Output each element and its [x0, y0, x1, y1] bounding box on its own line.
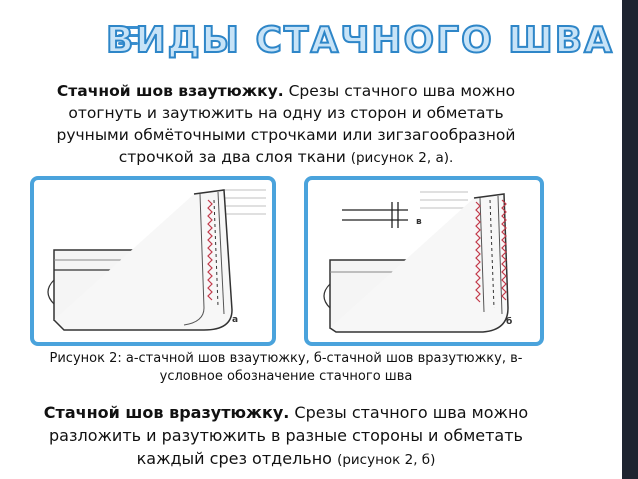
paragraph-2-lead: Стачной шов вразутюжку.: [43, 403, 290, 422]
seam-symbol: [342, 202, 408, 228]
figure-b: [304, 176, 544, 346]
slide-title: [106, 10, 614, 62]
paragraph-1: [30, 80, 542, 169]
paragraph-1-ref: (рисунок 2, а).: [350, 150, 454, 166]
paragraph-1-lead: Стачной шов взаутюжку.: [56, 82, 284, 100]
figure-a-illustration: [34, 180, 272, 342]
slide-sidebar: [622, 0, 638, 479]
paragraph-2: [30, 401, 542, 472]
figure-v-label: в: [416, 217, 422, 227]
slide-title-text: ВИДЫ СТАЧНОГО ШВА: [106, 20, 614, 61]
figure-a-label: а: [232, 315, 239, 325]
paragraph-2-body: Срезы стачного шва можно разложить и разутюжить в разные стороны и обметать каждый срез отдельно: [49, 403, 529, 468]
figure-a: [30, 176, 276, 346]
figure-b-illustration: [308, 180, 540, 342]
paragraph-2-ref: (рисунок 2, б): [337, 452, 436, 468]
paragraph-1-body: Срезы стачного шва можно отогнуть и заутюжить на одну из сторон и обметать ручными обмёточными строчками или зигзагообразной строчкой за два слоя ткани: [56, 82, 516, 166]
figure-b-label: б: [506, 317, 513, 327]
figure-caption: Рисунок 2: а-стачной шов взаутюжку, б-стачной шов вразутюжку, в- условное обозначение стачного шва: [49, 351, 523, 384]
